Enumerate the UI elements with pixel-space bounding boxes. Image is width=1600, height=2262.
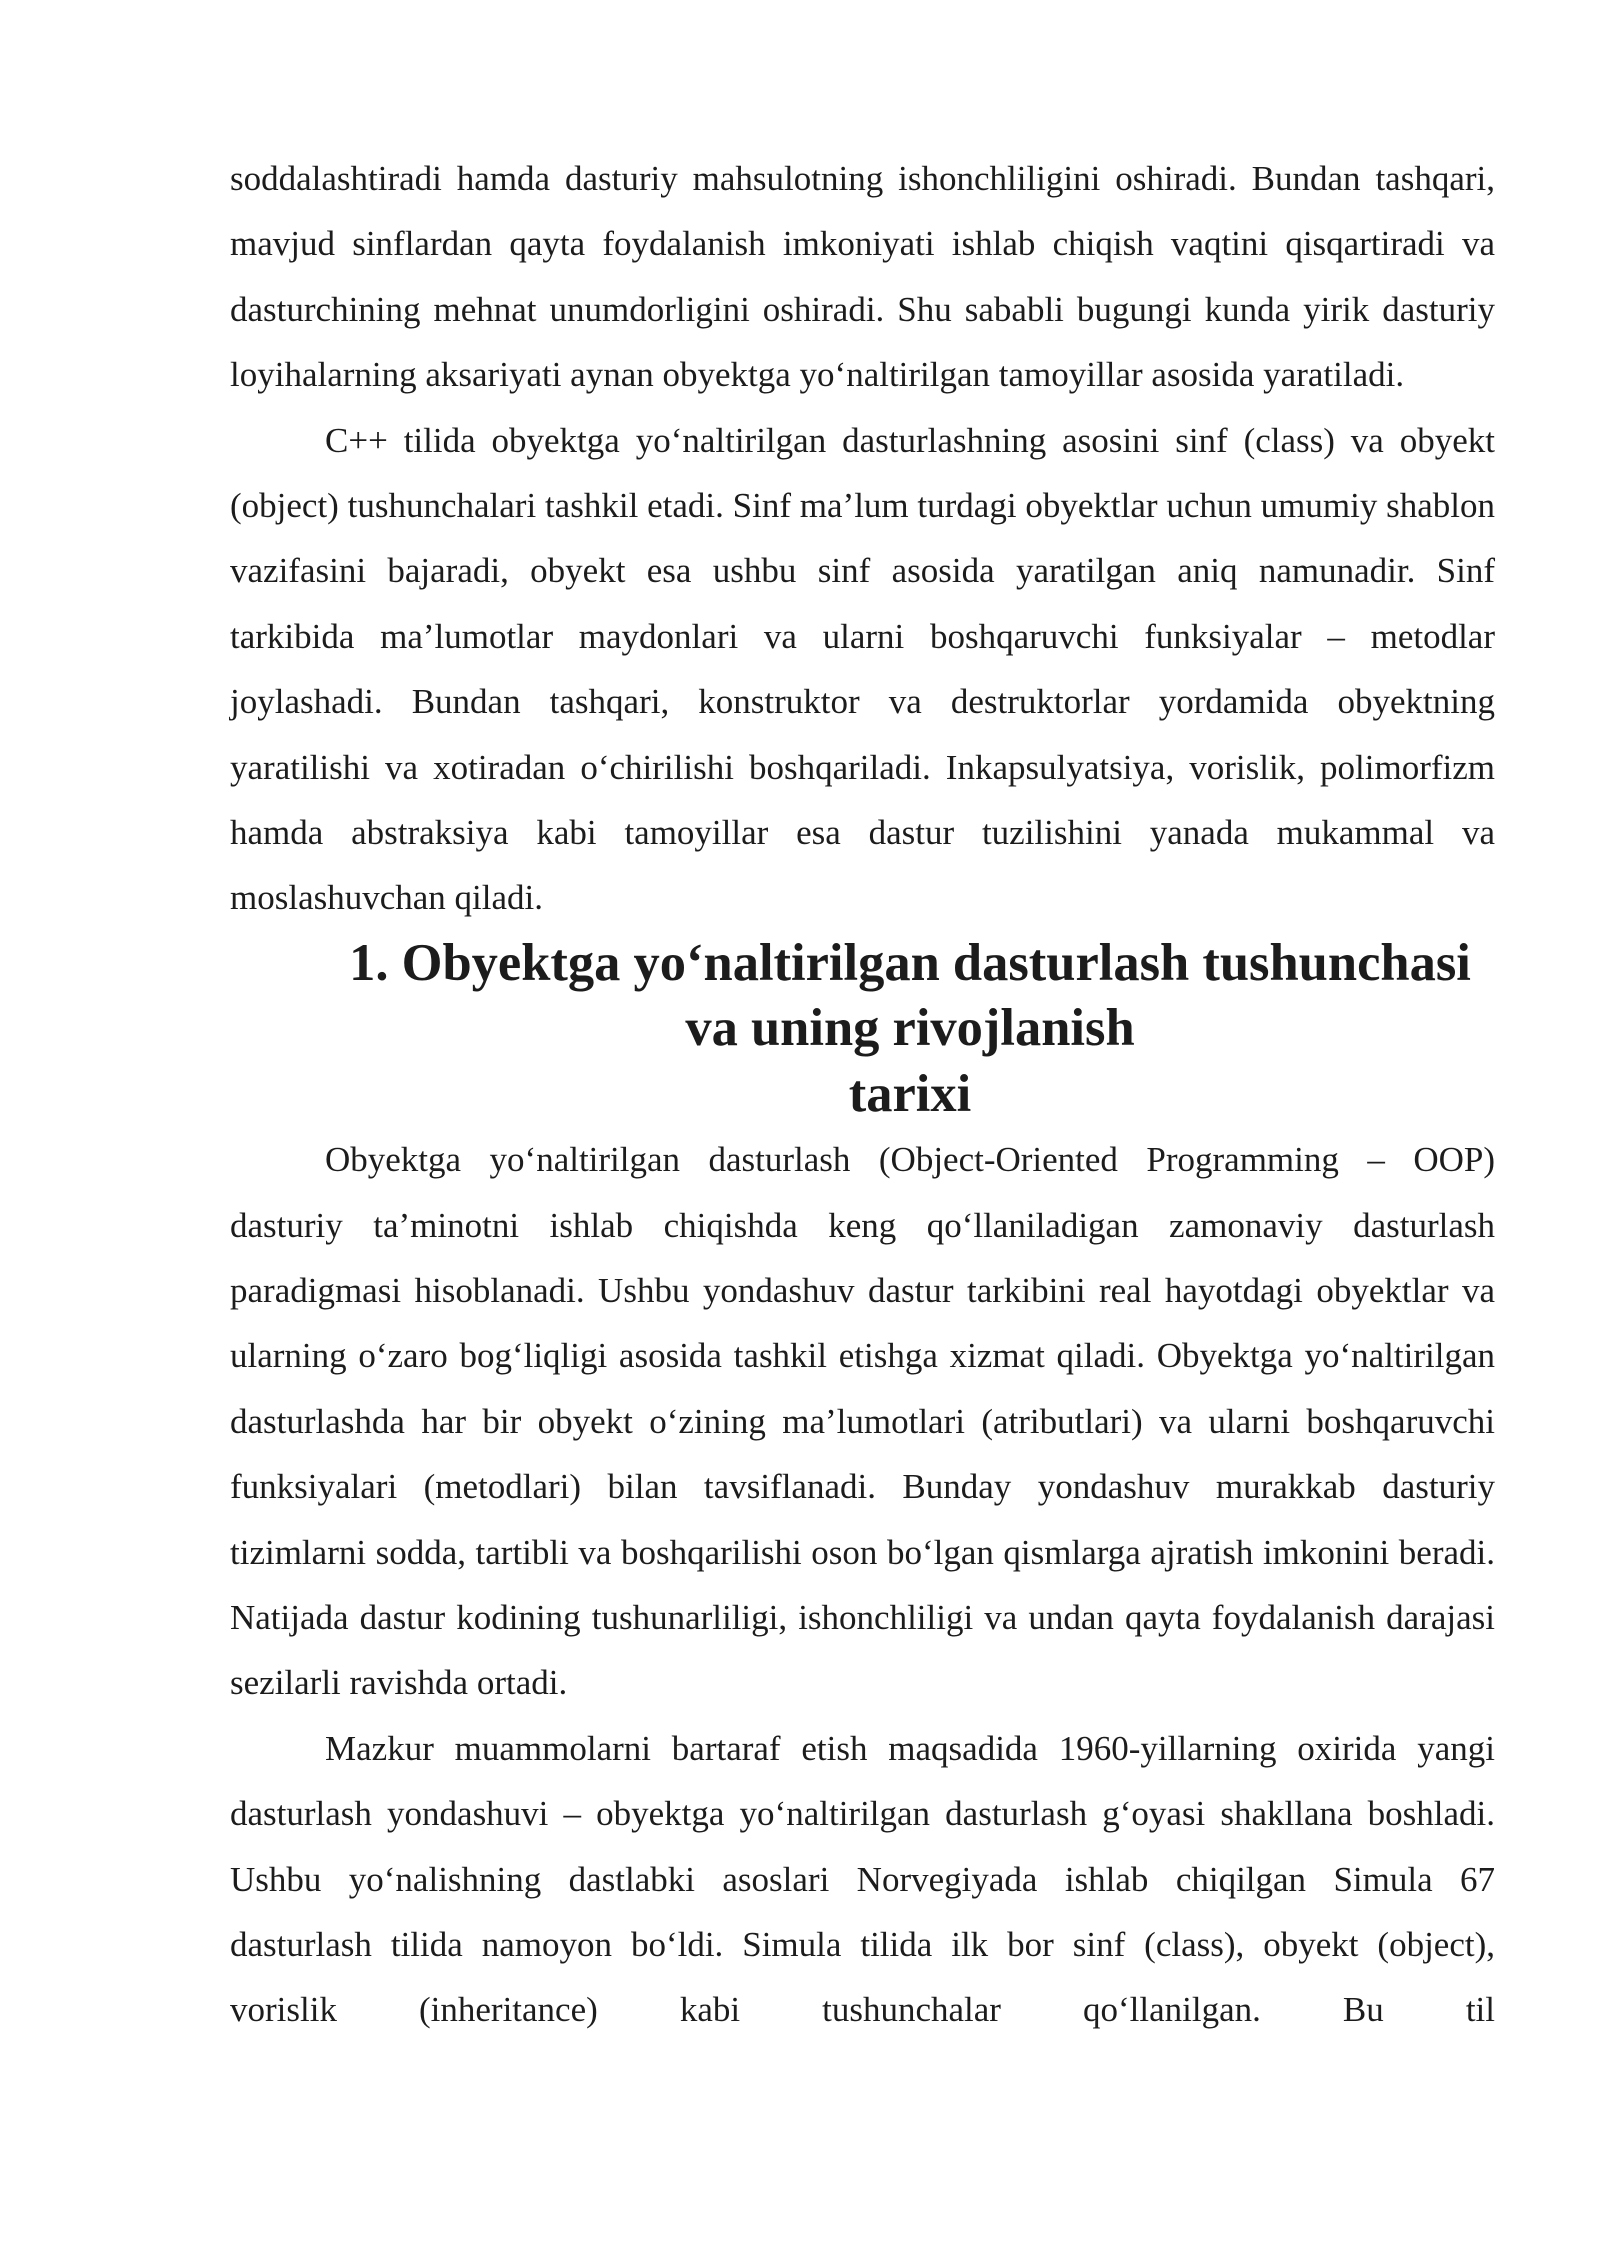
section-heading-line-1: 1. Obyektga yo‘naltirilgan dasturlash tushunchasi va uning rivojlanish [349,933,1471,1058]
paragraph-4: Mazkur muammolarni bartaraf etish maqsadida 1960-yillarning oxirida yangi dasturlash yondashuvi – obyektga yo‘naltirilgan dasturlash g‘oyasi shakllana boshladi. Ushbu yo‘nalishning dastlabki asoslari Norvegiyada ishlab chiqilgan Simula 67 dasturlash tilida namoyon bo‘ldi. Simula tilida ilk bor sinf (class), obyekt (object), vorislik (inheritance) kabi tushunchalar qo‘llanilgan. Bu til [230,1728,1495,2030]
paragraph-3: Obyektga yo‘naltirilgan dasturlash (Object-Oriented Programming – OOP) dasturiy ta’minotni ishlab chiqishda keng qo‘llaniladigan zamonaviy dasturlash paradigmasi hisoblanadi. Ushbu yondashuv dastur tarkibini real hayotdagi obyektlar va ularning o‘zaro bog‘liqligi asosida tashkil etishga xizmat qiladi. Obyektga yo‘naltirilgan dasturlashda har bir obyekt o‘zining ma’lumotlari (atributlari) va ularni boshqaruvchi funksiyalari (metodlari) bilan tavsiflanadi. Bunday yondashuv murakkab dasturiy tizimlarni sodda, tartibli va boshqarilishi oson bo‘lgan qismlarga ajratish imkonini beradi. Natijada dastur kodining tushunarliligi, ishonchliligi va undan qayta foydalanish darajasi sezilarli ravishda ortadi. [230,1140,1495,1703]
paragraph-1: soddalashtiradi hamda dasturiy mahsulotning ishonchliligini oshiradi. Bundan tashqari, mavjud sinflardan qayta foydalanish imkoniyati ishlab chiqish vaqtini qisqartiradi va dasturchining mehnat unumdorligini oshiradi. Shu sababli bugungi kunda yirik dasturiy loyihalarning aksariyati aynan obyektga yo‘naltirilgan tamoyillar asosida yaratiladi. [230,159,1495,395]
paragraph-2: C++ tilida obyektga yo‘naltirilgan dasturlashning asosini sinf (class) va obyekt (object) tushunchalari tashkil etadi. Sinf ma’lum turdagi obyektlar uchun umumiy shablon vazifasini bajaradi, obyekt esa ushbu sinf asosida yaratilgan aniq namunadir. Sinf tarkibida ma’lumotlar maydonlari va ularni boshqaruvchi funksiyalar – metodlar joylashadi. Bundan tashqari, konstruktor va destruktorlar yordamida obyektning yaratilishi va xotiradan o‘chirilishi boshqariladi. Inkapsulyatsiya, vorislik, polimorfizm hamda abstraksiya kabi tamoyillar esa dastur tuzilishini yanada mukammal va moslashuvchan qiladi. [230,420,1495,918]
document-body [230,146,1495,2043]
section-heading [230,931,1495,1127]
section-heading-line-2: tarixi [848,1064,972,1123]
